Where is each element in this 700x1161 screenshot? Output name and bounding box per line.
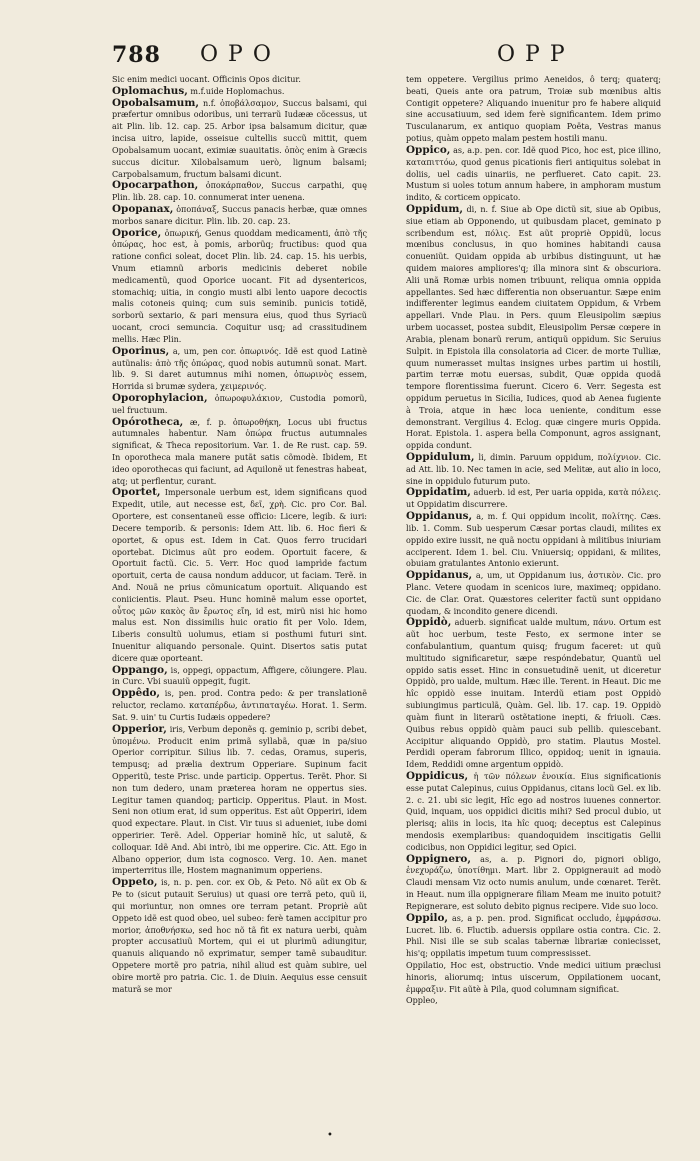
entry-headword: Oppidicus, bbox=[406, 769, 469, 782]
entry-headword: Opórotheca, bbox=[112, 415, 184, 428]
dictionary-entry bbox=[406, 854, 661, 913]
running-header bbox=[112, 42, 664, 72]
dictionary-entry bbox=[406, 617, 661, 771]
entry-text: as, a.p. pen. cor. Idẽ quod Pico, hoc est, pice illino, καταπιττόω, quod genus picationis fieri antiquitus solebat in doliis, uel cadis uinariis, ne perflueret. Cato capit. 23. Mustum si uoles totum annum habere, in amphoram mustum indito, & corticem oppicato. bbox=[406, 145, 661, 203]
entry-text: iris, Verbum deponẽs q. geminio p, scribi debet, ὑπομένω. Producit enim primã syllabã, quæ in pa/siuo Operior corripitur. Silius lib. 7. cedas, Oramus, superis, tempusq; ad prælia dextrum Opperiare. Supinum facit Opperitũ, teste Prisc. unde particip. Oppertus. Terẽt. Phor. Si non tum dedero, unam præterea horam ne oppertus sies. Legitur tamen quandoq; particip. Opperitus. Plaut. in Most. Seni non otium erat, id sum opperitus. Est aũt Opperiri, idem quod expectare. Plaut. in Cist. Vir tuus si adueniet, iube domi opperirier. Terẽ. Adel. Opperiar hominẽ hîc, ut salutẽ, & colloquar. Idẽ And. Abi intrò, ibi me opperire. Cic. Att. Ego in Albano opperior, dum ista cognosco. Verg. 10. Aen. manet imperterritus ille, Hostem magnanimum opperiens. bbox=[112, 724, 367, 876]
entry-text: Oppleo, bbox=[406, 996, 438, 1006]
entry-text: a, um, pen cor. ὀπωρινός. Idẽ est quod Latinè autũnalis: ἀπὸ τῆς ὀπώρας, quod nobis autumnũ sonat. Mart. lib. 9. Si daret autumnus mihi nomen, ὀπωρινὸς essem, Horrida si brumæ sydera, χειμερινός. bbox=[112, 346, 367, 392]
dictionary-entry bbox=[406, 570, 661, 617]
dictionary-entry bbox=[406, 511, 661, 570]
entry-text: ὀπωρική, Genus quoddam medicamenti, ἀπὸ τῆς ὀπώρας, hoc est, à pomis, arborũq; fructibus: quod qua ratione confici soleat, docet Plin. lib. 24. cap. 15. his uerbis, Vnum etiamnũ arboris medicinis deberet nobile medicamentũ, quod Oporice uocant. Fit ad dysentericos, stomachiq; uitia, in congio musti albi lento uapore decoctis malis cotoneis quinq; cum suis seminib. punicis totidẽ, sorborũ sextario, & pari mensura eius, quod thus Syriacũ uocant, croci semuncia. Coquitur usq; ad crassitudinem mellis. Hæc Plin. bbox=[112, 228, 367, 344]
dictionary-entry bbox=[406, 204, 661, 452]
dictionary-entry bbox=[406, 960, 661, 995]
dictionary-entry bbox=[406, 913, 661, 960]
footer-ornament: • bbox=[327, 1130, 333, 1141]
dictionary-entry bbox=[112, 204, 367, 228]
left-running-head: OPO bbox=[200, 42, 281, 67]
entry-headword: Oppidanus, bbox=[406, 510, 473, 523]
dictionary-entry bbox=[406, 145, 661, 204]
entry-headword: Oppeto, bbox=[112, 876, 158, 889]
dictionary-entry bbox=[112, 393, 367, 417]
entry-text: is, n. p. pen. cor. ex Ob, & Peto. Nõ aũt ex Ob & Pe to (sicut putauit Seruius) ut quasi ore terrã peto, quũ ii, qui moriuntur, non omnes ore terram petant. Propriè aũt Oppeto idẽ est quod obeo, uel subeo: ferè tamen accipitur pro morior, ἀποθνήσκω, sed hoc nõ tã fit ex natura uerbi, quàm propter accusatiuũ Mortem, qui ei ut plurimũ adiungitur, quanuis aliquando nõ exprimatur, semper tamẽ subauditur. Oppetere mortẽ pro patria, nihil aliud est quàm subire, uel obire mortẽ pro patria. Cic. 1. de Diuin. Aequius esse censuit maturã se mor bbox=[112, 878, 367, 994]
entry-headword: Oporinus, bbox=[112, 344, 170, 357]
dictionary-entry bbox=[112, 346, 367, 393]
dictionary-entry bbox=[406, 771, 661, 854]
entry-headword: Oplomachus, bbox=[112, 84, 188, 97]
entry-text: di, n. f. Siue ab Ope dictũ sit, siue ab Opibus, siue etiam ab Opponendo, ut quibusdam placet, geminato p scribendum est, πόλις. Est aũt propriè Oppidũ, locus mœnibus conclusus, in quo homines habitandi causa conueniũt. Quidam oppida ab urbibus distinguunt, ut hæ quidem maiores ampliores'q; illa minora sint & obscuriora. Alii unã Romæ urbis nomen tribuunt, reliqua omnia oppida appellantes. Sed hæc differentia non obseruantur. Sæpe enim indifferenter legimus eandem ciuitatem Oppidum, & Vrbem appellari. Vnde Plau. in Pers. quum Eleusipolim sæpius urbem uocasset, postea subdit, Eleusipolim Persæ cœpere in Arabia, plenam bonarũ rerum, antiquũ oppidum. Sic Seruius Sulpit. in Epistola illa consolatoria ad Cicer. de morte Tulliæ, quum numerasset multas insignes urbes partim ui hostili, partim terræ motu euersas, subdit, Quæ oppida quodã tempore florentissima fuerunt. Cicero 6. Verr. Segesta est oppidum peruetus in Sicilia, Iudices, quod ab Aenea fugiente à Troia, atque in hæc loca ueniente, conditum esse demonstrant. Vergilius 4. Eclog. quæ cingere muris Oppida. Horat. Epistola. 1. aspera bella Componunt, agros assignant, oppida condunt. bbox=[406, 204, 661, 451]
right-text-column bbox=[406, 74, 661, 1134]
entry-text: n.f. ὀποβάλσαμον, Succus balsami, qui præfertur omnibus odoribus, uni terrarũ Iudææ cõcessus, ut ait Plin. lib. 12. cap. 25. Arbor ipsa balsamum dicitur, quæ incisa uitro, lapide, osseisue cultellis succũ mittit, quem Opobalsamum uocant, eximiæ suauitatis. ὀπὸς enim à Græcis succus dicitur. Xilobalsamum uerò, lignum balsami; Carpobalsamum, fructum balsami dicunt. bbox=[112, 98, 367, 179]
left-text-column bbox=[112, 74, 367, 1134]
entry-text: ὀποκάρπαθον, Succus carpathi, quę Plin. lib. 28. cap. 10. connumerat inter uenena. bbox=[112, 181, 367, 203]
page-number: 788 bbox=[112, 42, 161, 68]
entry-text: ὀποπάναξ, Succus panacis herbæ, quæ omnes morbos sanare dicitur. Plin. lib. 20. cap. 23. bbox=[112, 204, 367, 226]
entry-text: as, a p. pen. prod. Significat occludo, ἐμφράσσω. Lucret. lib. 6. Fluctib. aduersis oppilare ostia contra. Cic. 2. Phil. Nisi ille se sub scalas tabernæ librariæ coniecisset, his'q; oppilatis impetum tuum compressisset. bbox=[406, 913, 661, 959]
dictionary-entry bbox=[112, 724, 367, 878]
entry-headword: Oppidum, bbox=[406, 202, 463, 215]
entry-text: aduerb. id est, Per uaria oppida, κατὰ πόλεις. ut Oppidatim discurrere. bbox=[406, 488, 661, 510]
dictionary-entry bbox=[112, 665, 367, 689]
entry-headword: Oppidò, bbox=[406, 616, 452, 629]
entry-text: a, m. f. Qui oppidum incolit, πολίτης. Cæs. lib. 1. Comm. Sub uesperum Cæsar portas claudi, milites ex oppido exire iussit, ne quã noctu oppidani à militibus iniuriam acciperent. Idem 1. bel. Ciu. Vniuersiq; oppidani, & milites, obuiam gratulantes Antonio exierunt. bbox=[406, 512, 661, 569]
dictionary-entry bbox=[406, 487, 661, 511]
entry-headword: Oporice, bbox=[112, 226, 162, 239]
entry-text: as, a. p. Pignori do, pignori obligo, ἐνεχυράζω, ὑποτίθημι. Mart. libr 2. Oppignerauit ad modò Claudi mensam Viz octo numis anulum, unde cœnaret. Terẽt. in Heaut. num illa oppignerare filiam Meam me inuito potuit? Repignerare, est soluto debito pignus recipere. Vide suo loco. bbox=[406, 854, 661, 911]
dictionary-entry bbox=[406, 74, 661, 145]
entry-headword: Oportet, bbox=[112, 486, 161, 499]
right-running-head: OPP bbox=[497, 42, 575, 67]
entry-text: ὀπωροφυλάκιον, Custodia pomorũ, uel fructuum. bbox=[112, 393, 367, 415]
entry-headword: Oppango, bbox=[112, 663, 168, 676]
entry-text: aduerb. significat ualde multum, πάνυ. Ortum est aũt hoc uerbum, teste Festo, ex sermone inter se confabulantium, quantum quisq; frugum faceret: ut quũ multitudo significaretur, sæpe respóndebatur, Quantũ uel oppido satis esset. Hinc in consuetudinẽ uenit, ut diceretur Oppidò, pro ualde, multum. Hæc ille. Terent. in Heaut. Dic me hîc oppidò esse inuitam. Interdũ etiam post Oppidò subiungimus particulã, Quàm. Gel. lib. 17. cap. 19. Oppidò quàm fiunt in literarũ ostẽtatione inepti, & friuoli. Cæs. Quibus rebus oppidò quàm pauci sub pellib. quiescebant. Accipitur aliquando Oppidò, pro statim. Plautus Mostel. Perdidi operam fabrorum Illico, oppidoq; uenit in ignauia. Idem, Reddidi omne argentum oppidò. bbox=[406, 618, 661, 770]
entry-headword: Opperior, bbox=[112, 722, 167, 735]
entry-headword: Oppilo, bbox=[406, 911, 449, 924]
entry-text: Impersonale uerbum est, idem significans quod Expedit, utile, aut necesse est, δεῖ, χρὴ. Cic. pro Cor. Bal. Oportere, est consentaneũ esse officio: Licere, legib. & iuri: Decere temporib. & personis: Idem Att. lib. 6. Hoc fieri & oportet, & opus est. Idem in Cat. Quos ferro trucidari oportebat. Dicimus aũt pro eodem. Oportuit facere, & Oportuit factũ. Cic. 5. Verr. Hoc quod iamprìde factum oportuit, certa de causa nondum adducor, ut faciam. Terẽ. in And. Nouã ne prius cõmunicatum oportuit. Aliquando est coniicientis. Plaut. Pseu. Hunc hominẽ malum esse oportet, οὗτος μῶν κακὸς ἂν ἔρωτος εἴη, id est, mirũ nisi hic homo malus est. Non dissimilis huic oratio fit per Volo. Idem, Liberis consultũ uolumus, etiam si posthumi futuri sint. Inuenitur aliquando personale. Quint. Disertos satis putat dicere quæ oporteant. bbox=[112, 488, 367, 663]
dictionary-entry bbox=[112, 180, 367, 204]
entry-headword: Oppico, bbox=[406, 143, 451, 156]
entry-headword: Oppidulum, bbox=[406, 451, 475, 463]
entry-headword: Oporophylacion, bbox=[112, 391, 208, 404]
entry-text: tem oppetere. Vergilius primo Aeneidos, ô terq; quaterq; beati, Queis ante ora patrum, Troiæ sub mœnibus altis Contigit oppetere? Aliquando inuenitur pro fe habere aliquid sine accusatiuum, sed idem ferè significantem. Idem primo Tusculanarum, ex antiquo quopiam Poëta, Vestras manus potius, quàm oppeto malam pestem hostili manu. bbox=[406, 75, 661, 144]
dictionary-entry bbox=[112, 98, 367, 181]
entry-text: Sic enim medici uocant. Officinis Opos dicitur. bbox=[112, 75, 301, 84]
entry-headword: Opobalsamum, bbox=[112, 96, 199, 109]
dictionary-entry bbox=[112, 877, 367, 995]
dictionary-entry bbox=[112, 228, 367, 346]
entry-text: Oppilatio, Hoc est, obstructio. Vnde medici uitium præclusi hinoris, aliorumq; intus uiscerum, Oppilationem uocant, ἐμφραξιν. Fit aũtè à Pila, quod columnam significat. bbox=[406, 960, 661, 994]
dictionary-entry bbox=[406, 995, 661, 1007]
dictionary-entry bbox=[112, 487, 367, 664]
entry-text: is, oppegi, oppactum, Affigere, cõiungere. Plau. in Curc. Vbi suauiũ oppegit, fugit. bbox=[112, 665, 367, 687]
entry-text: ἡ τῶν πόλεων ἐνοικία. Eius significationis esse putat Calepinus, cuius Oppidanus, citans locũ Gel. ex lib. 2. c. 21. ubi sic legit, Hîc ego ad nostros iuuenes connertor. Quid, inquam, uos oppidici dicitis mihi? Sed procul dubio, ut plerisq; aliis in locis, ita hîc quoq; deceptus est Calepinus mendosis exemplaribus: quandoquidem inscitigatis Gellii codicibus, non Oppidici legitur, sed Opici. bbox=[406, 771, 661, 852]
entry-headword: Oppidatim, bbox=[406, 486, 471, 499]
entry-text: m.f.uide Hoplomachus. bbox=[190, 86, 285, 96]
entry-text: a, um, ut Oppidanum ius, ἀστικὸν. Cic. pro Planc. Vetere quodam in scenicos iure, maximeq; oppidano. Cic. de Clar. Orat. Quæstores celeriter factũ sunt oppidano quodam, & incondito genere dicendi. bbox=[406, 571, 661, 616]
entry-text: æ, f. p. ὀπωροθήκη, Locus ubi fructus autumnales habentur. Nam ὀπώρα fructus autumnales significat, & Theca repositorium. Var. 1. de Re rust. cap. 59. In oporotheca mala manere putãt satis cõmodè. Ibidem, Et ideo oporothecas qui faciunt, ad Aquilonẽ ut fenestras habeat, atq; ut perflentur, curant. bbox=[112, 417, 367, 486]
entry-headword: Oppidanus, bbox=[406, 569, 473, 582]
entry-headword: Oppignero, bbox=[406, 852, 471, 865]
dictionary-entry bbox=[112, 688, 367, 723]
entry-headword: Oppêdo, bbox=[112, 687, 161, 700]
entry-text: is, pen. prod. Contra pedo: & per translationẽ reluctor, reclamo. καταπέρδω, ἀντιπαταγέω. Horat. 1. Serm. Sat. 9. uin' tu Curtis Iudæis oppedere? bbox=[112, 689, 367, 722]
dictionary-entry bbox=[406, 452, 661, 487]
dictionary-entry bbox=[112, 417, 367, 488]
entry-headword: Opocarpathon, bbox=[112, 179, 199, 192]
entry-headword: Opopanax, bbox=[112, 202, 174, 215]
entry-text: li, dimin. Paruum oppidum, πολίχνιον. Cic. ad Att. lib. 10. Nec tamen in acie, sed Melitæ, aut alio in loco, sine in oppidulo futurum puto. bbox=[406, 453, 661, 486]
